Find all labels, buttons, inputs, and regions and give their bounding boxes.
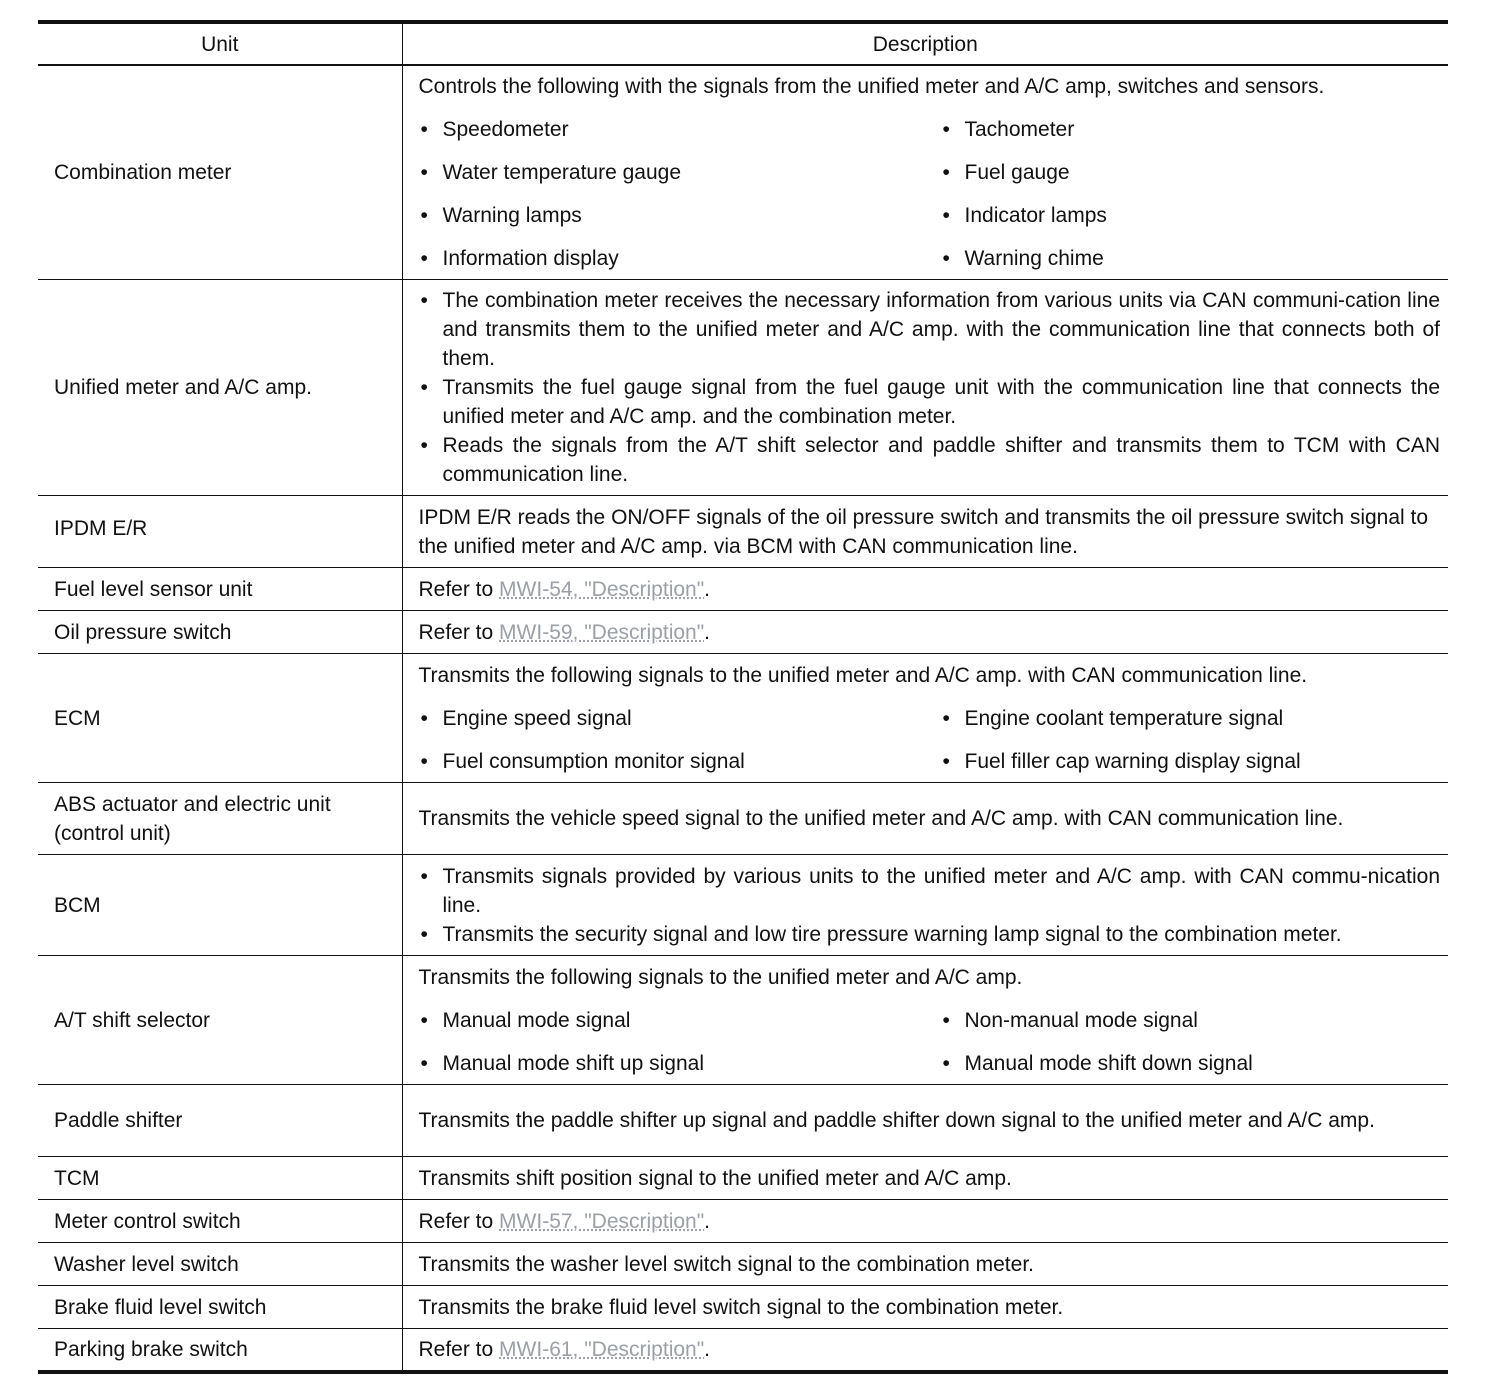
unit-cell: Meter control switch xyxy=(38,1200,402,1243)
unit-cell: Parking brake switch xyxy=(38,1329,402,1372)
unit-cell: ECM xyxy=(38,654,402,783)
unit-cell: BCM xyxy=(38,855,402,956)
table-row xyxy=(38,1200,1448,1243)
description-cell: IPDM E/R reads the ON/OFF signals of the oil pressure switch and transmits the oil pressure switch signal to the unified meter and A/C amp. via BCM with CAN communication line. xyxy=(402,496,1448,568)
table-row xyxy=(38,855,1448,956)
list-item: • Manual mode shift up signal xyxy=(419,1049,941,1078)
refer-prefix: Refer to xyxy=(418,1337,500,1361)
unit-cell: Combination meter xyxy=(38,65,402,280)
list-item: • Fuel filler cap warning display signal xyxy=(941,747,1441,776)
list-item: • Indicator lamps xyxy=(941,201,1441,230)
list-item: • The combination meter receives the necessary information from various units via CAN communi-cation line and transmits them to the unified meter and A/C amp. with the communication line that connects both of them. xyxy=(419,286,1441,373)
list-item: • Warning lamps xyxy=(419,201,941,230)
unit-description-table xyxy=(38,20,1448,1374)
unit-cell: Brake fluid level switch xyxy=(38,1286,402,1329)
refer-prefix: Refer to xyxy=(418,1209,500,1233)
table-row xyxy=(38,956,1448,1085)
refer-suffix: . xyxy=(704,620,711,644)
column-header-description: Description xyxy=(402,22,1448,65)
list-item: • Reads the signals from the A/T shift selector and paddle shifter and transmits them to TCM with CAN communication line. xyxy=(419,431,1441,489)
table-row xyxy=(38,496,1448,568)
item-grid xyxy=(419,115,1441,273)
table-row xyxy=(38,1286,1448,1329)
unit-cell xyxy=(38,783,402,855)
list-item: • Manual mode signal xyxy=(419,1006,941,1035)
unit-cell: A/T shift selector xyxy=(38,956,402,1085)
description-cell xyxy=(402,280,1448,496)
table-row xyxy=(38,1085,1448,1157)
unit-cell: Fuel level sensor unit xyxy=(38,568,402,611)
list-item: • Information display xyxy=(419,244,941,273)
refer-suffix: . xyxy=(704,1209,711,1233)
list-item: • Non-manual mode signal xyxy=(941,1006,1441,1035)
description-link[interactable]: MWI-59, "Description" xyxy=(499,620,705,644)
refer-prefix: Refer to xyxy=(418,577,500,601)
table-row xyxy=(38,1243,1448,1286)
list-item: • Transmits the security signal and low tire pressure warning lamp signal to the combination meter. xyxy=(419,920,1441,949)
unit-label-line: (control unit) xyxy=(54,821,171,845)
description-cell xyxy=(402,1329,1448,1372)
list-item: • Engine coolant temperature signal xyxy=(941,704,1441,733)
description-cell xyxy=(402,568,1448,611)
bullet-list xyxy=(419,286,1441,489)
unit-cell xyxy=(38,496,402,568)
item-grid xyxy=(419,704,1441,776)
description-link[interactable]: MWI-57, "Description" xyxy=(499,1209,705,1233)
unit-label-line: ABS actuator and electric unit xyxy=(54,792,331,816)
list-item: • Transmits the fuel gauge signal from the fuel gauge unit with the communication line that connects the unified meter and A/C amp. and the combination meter. xyxy=(419,373,1441,431)
item-grid xyxy=(419,1006,1441,1078)
unit-cell: Oil pressure switch xyxy=(38,611,402,654)
table-row xyxy=(38,654,1448,783)
intro-text: Transmits the following signals to the unified meter and A/C amp. xyxy=(418,965,1023,989)
description-cell: Transmits shift position signal to the unified meter and A/C amp. xyxy=(402,1157,1448,1200)
unit-label: IPDM E/R xyxy=(54,517,148,540)
bullet-list xyxy=(419,862,1441,949)
description-cell: Transmits the paddle shifter up signal and paddle shifter down signal to the unified meter and A/C amp. xyxy=(402,1085,1448,1157)
description-cell xyxy=(402,1200,1448,1243)
table-row xyxy=(38,568,1448,611)
table-row xyxy=(38,65,1448,280)
list-item: • Manual mode shift down signal xyxy=(941,1049,1441,1078)
refer-suffix: . xyxy=(704,577,711,601)
description-cell xyxy=(402,654,1448,783)
list-item: • Warning chime xyxy=(941,244,1441,273)
intro-text: Transmits the following signals to the unified meter and A/C amp. with CAN communication line. xyxy=(418,663,1308,687)
table-header-row xyxy=(38,22,1448,65)
list-item: • Fuel gauge xyxy=(941,158,1441,187)
table-row xyxy=(38,783,1448,855)
description-cell: Transmits the vehicle speed signal to the unified meter and A/C amp. with CAN communication line. xyxy=(402,783,1448,855)
unit-cell: Washer level switch xyxy=(38,1243,402,1286)
list-item: • Tachometer xyxy=(941,115,1441,144)
refer-prefix: Refer to xyxy=(418,620,500,644)
list-item: • Engine speed signal xyxy=(419,704,941,733)
list-item: • Fuel consumption monitor signal xyxy=(419,747,941,776)
list-item: • Transmits signals provided by various units to the unified meter and A/C amp. with CAN commu-nication line. xyxy=(419,862,1441,920)
description-cell xyxy=(402,956,1448,1085)
refer-suffix: . xyxy=(704,1337,711,1361)
description-cell: Transmits the brake fluid level switch signal to the combination meter. xyxy=(402,1286,1448,1329)
description-link[interactable]: MWI-54, "Description" xyxy=(499,577,705,601)
table-row xyxy=(38,1157,1448,1200)
description-link[interactable]: MWI-61, "Description" xyxy=(499,1337,705,1361)
list-item: • Water temperature gauge xyxy=(419,158,941,187)
list-item: • Speedometer xyxy=(419,115,941,144)
column-header-unit: Unit xyxy=(38,22,402,65)
description-cell xyxy=(402,611,1448,654)
description-cell xyxy=(402,855,1448,956)
description-cell: Transmits the washer level switch signal to the combination meter. xyxy=(402,1243,1448,1286)
intro-text: Controls the following with the signals from the unified meter and A/C amp, switches and sensors. xyxy=(418,75,1325,98)
table-row xyxy=(38,611,1448,654)
table-row xyxy=(38,280,1448,496)
unit-cell: TCM xyxy=(38,1157,402,1200)
table-row xyxy=(38,1329,1448,1372)
description-cell xyxy=(402,65,1448,280)
unit-cell: Paddle shifter xyxy=(38,1085,402,1157)
unit-cell: Unified meter and A/C amp. xyxy=(38,280,402,496)
